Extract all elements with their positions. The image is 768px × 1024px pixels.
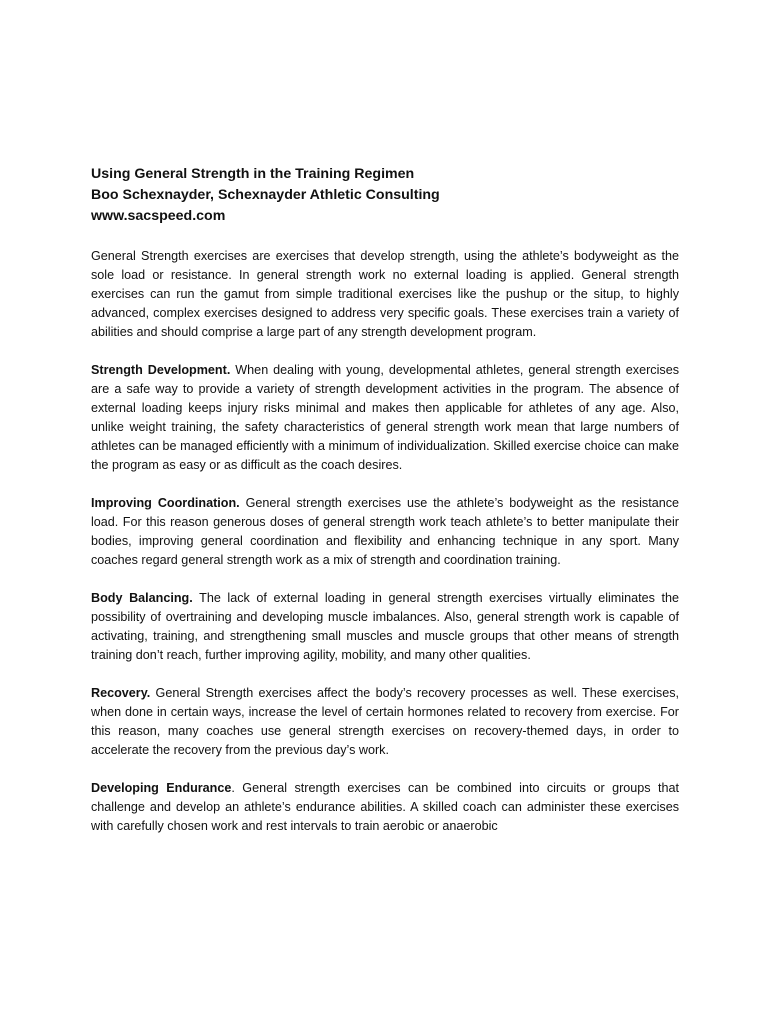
section-heading: Developing Endurance xyxy=(91,781,232,795)
section-improving-coordination xyxy=(91,494,679,570)
section-body-balancing xyxy=(91,589,679,665)
document-header xyxy=(91,164,679,227)
section-recovery xyxy=(91,684,679,760)
section-developing-endurance xyxy=(91,779,679,836)
section-strength-development xyxy=(91,361,679,475)
document-title: Using General Strength in the Training Regimen xyxy=(91,166,415,182)
section-heading: Improving Coordination. xyxy=(91,496,240,510)
section-body: General Strength exercises affect the body’s recovery processes as well. These exercises, when done in certain ways, increase the level of certain hormones related to recovery from exercise. For this reason, many coaches use general strength exercises on recovery-themed days, in order to accelerate the recovery from the previous day’s work. xyxy=(91,686,679,757)
intro-paragraph: General Strength exercises are exercises that develop strength, using the athlete’s bodyweight as the sole load or resistance. In general strength work no external loading is applied. General strength exercises can run the gamut from simple traditional exercises like the pushup or the situp, to highly advanced, complex exercises designed to address very specific goals. These exercises train a variety of abilities and should comprise a large part of any strength development program. xyxy=(91,249,679,339)
section-heading: Recovery. xyxy=(91,686,151,700)
section-heading: Strength Development. xyxy=(91,363,231,377)
document-author: Boo Schexnayder, Schexnayder Athletic Consulting xyxy=(91,187,440,203)
section-body: General strength exercises use the athlete’s bodyweight as the resistance load. For this reason generous doses of general strength work teach athlete’s to better manipulate their bodies, improving general coordination and flexibility and enhancing technique in any sport. Many coaches regard general strength work as a mix of strength and coordination training. xyxy=(91,496,680,567)
section-body: . General strength exercises can be combined into circuits or groups that challenge and develop an athlete’s endurance abilities. A skilled coach can administer these exercises with carefully chosen work and rest intervals to train aerobic or anaerobic xyxy=(91,781,679,833)
document-body xyxy=(91,164,679,836)
section-heading: Body Balancing. xyxy=(91,591,193,605)
document-website: www.sacspeed.com xyxy=(91,208,226,224)
section-body: The lack of external loading in general strength exercises virtually eliminates the possibility of overtraining and developing muscle imbalances. Also, general strength work is capable of activating, training, and strengthening small muscles and muscle groups that other means of strength training don’t reach, further improving agility, mobility, and many other qualities. xyxy=(91,591,679,662)
section-body: When dealing with young, developmental athletes, general strength exercises are a safe way to provide a variety of strength development activities in the program. The absence of external loading keeps injury risks minimal and makes then applicable for athletes of any age. Also, unlike weight training, the safety characteristics of general strength work mean that large numbers of athletes can be managed efficiently with a minimum of individualization. Skilled exercise choice can make the program as easy or as difficult as the coach desires. xyxy=(91,363,679,472)
